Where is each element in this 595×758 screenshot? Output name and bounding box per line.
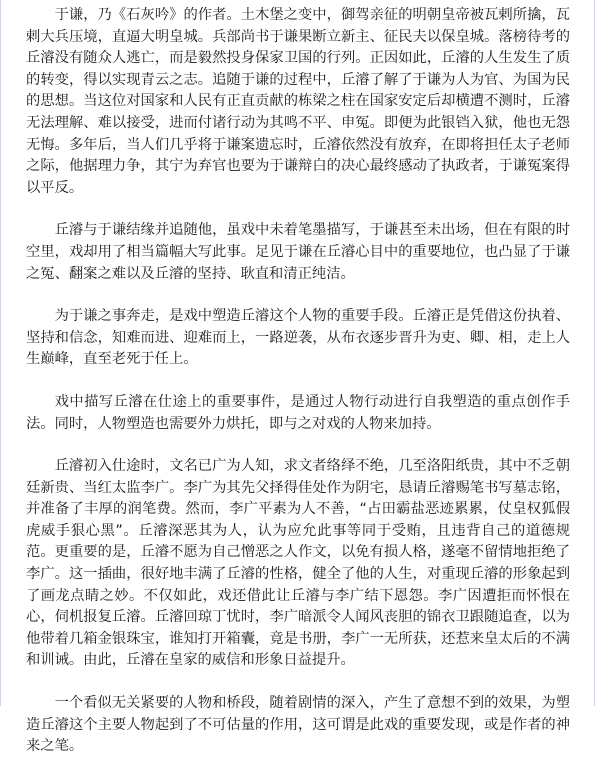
paragraph-4: 戏中描写丘濬在仕途上的重要事件，是通过人物行动进行自我塑造的重点创作手法。同时，人物塑造也需要外力烘托，即与之对戏的人物来加持。 bbox=[26, 393, 570, 432]
paragraph-6: 一个看似无关紧要的人物和桥段，随着剧情的深入，产生了意想不到的效果，为塑造丘濬这个主要人物起到了不可估量的作用，这可谓是此戏的重要发现，或是作者的神来之笔。 bbox=[26, 695, 570, 755]
paragraph-2: 丘濬与于谦结缘并追随他，虽戏中未着笔墨描写，于谦甚至未出场，但在有限的时空里，戏却用了相当篇幅大写此事。足见于谦在丘濬心目中的重要地位，也凸显了于谦之冤、翻案之难以及丘濬的坚持、耿直和清正纯洁。 bbox=[26, 222, 570, 282]
paragraph-1: 于谦，乃《石灰吟》的作者。土木堡之变中，御驾亲征的明朝皇帝被瓦剌所擒，瓦剌大兵压境，直逼大明皇城。兵部尚书于谦果断立新主、征民夫以保皇城。落榜待考的丘濬没有随众人逃亡，而是毅然投身保家卫国的行列。正因如此，丘濬的人生发生了质的转变，得以实现青云之志。追随于谦的过程中，丘濬了解了于谦为人为官、为国为民的思想。当这位对国家和人民有正直贡献的栋梁之柱在国家安定后却横遭不测时，丘濬无法理解、难以接受，进而付诸行动为其鸣不平、申冤。即便为此银铛入狱，他也无怨无悔。多年后，当人们几乎将于谦案遗忘时，丘濬依然没有放弃，在即将担任太子老师之际，他据理力争，其宁为弃官也要为于谦辩白的决心最终感动了执政者，于谦冤案得以平反。 bbox=[26, 7, 570, 196]
paragraph-3: 为于谦之事奔走，是戏中塑造丘濬这个人物的重要手段。丘濬正是凭借这份执着、坚持和信念，知难而进、迎难而上，一路逆袭，从布衣逐步晋升为吏、卿、相，走上人生巅峰，直至老死于任上。 bbox=[26, 308, 570, 368]
paragraph-5: 丘濬初入仕途时，文名已广为人知，求文者络绎不绝，几至洛阳纸贵，其中不乏朝廷新贵、当红太监李广。李广为其先父择得佳处作为阴宅，恳请丘濬赐笔书写墓志铭，并准备了丰厚的润笔费。然而，李广平素为人不善，“占田霸盐恶迹累累，仗皇权狐假虎威手狠心黑”。丘濬深恶其为人，认为应允此事等同于受贿，且违背自己的道德规范。更重要的是，丘濬不愿为自己憎恶之人作文，以免有损人格，遂毫不留情地拒绝了李广。这一插曲，很好地丰满了丘濬的性格，健全了他的人生，对重现丘濬的形象起到了画龙点睛之妙。不仅如此，戏还借此让丘濬与李广结下恩怨。李广因遭拒而怀恨在心，伺机报复丘濬。丘濬回琼丁忧时，李广暗派令人闻风丧胆的锦衣卫跟随追查，以为他带着几箱金银珠宝，谁知打开箱囊，竟是书册，李广一无所获，还惹来皇太后的不满和训诫。由此，丘濬在皇家的威信和形象日益提升。 bbox=[26, 458, 570, 669]
